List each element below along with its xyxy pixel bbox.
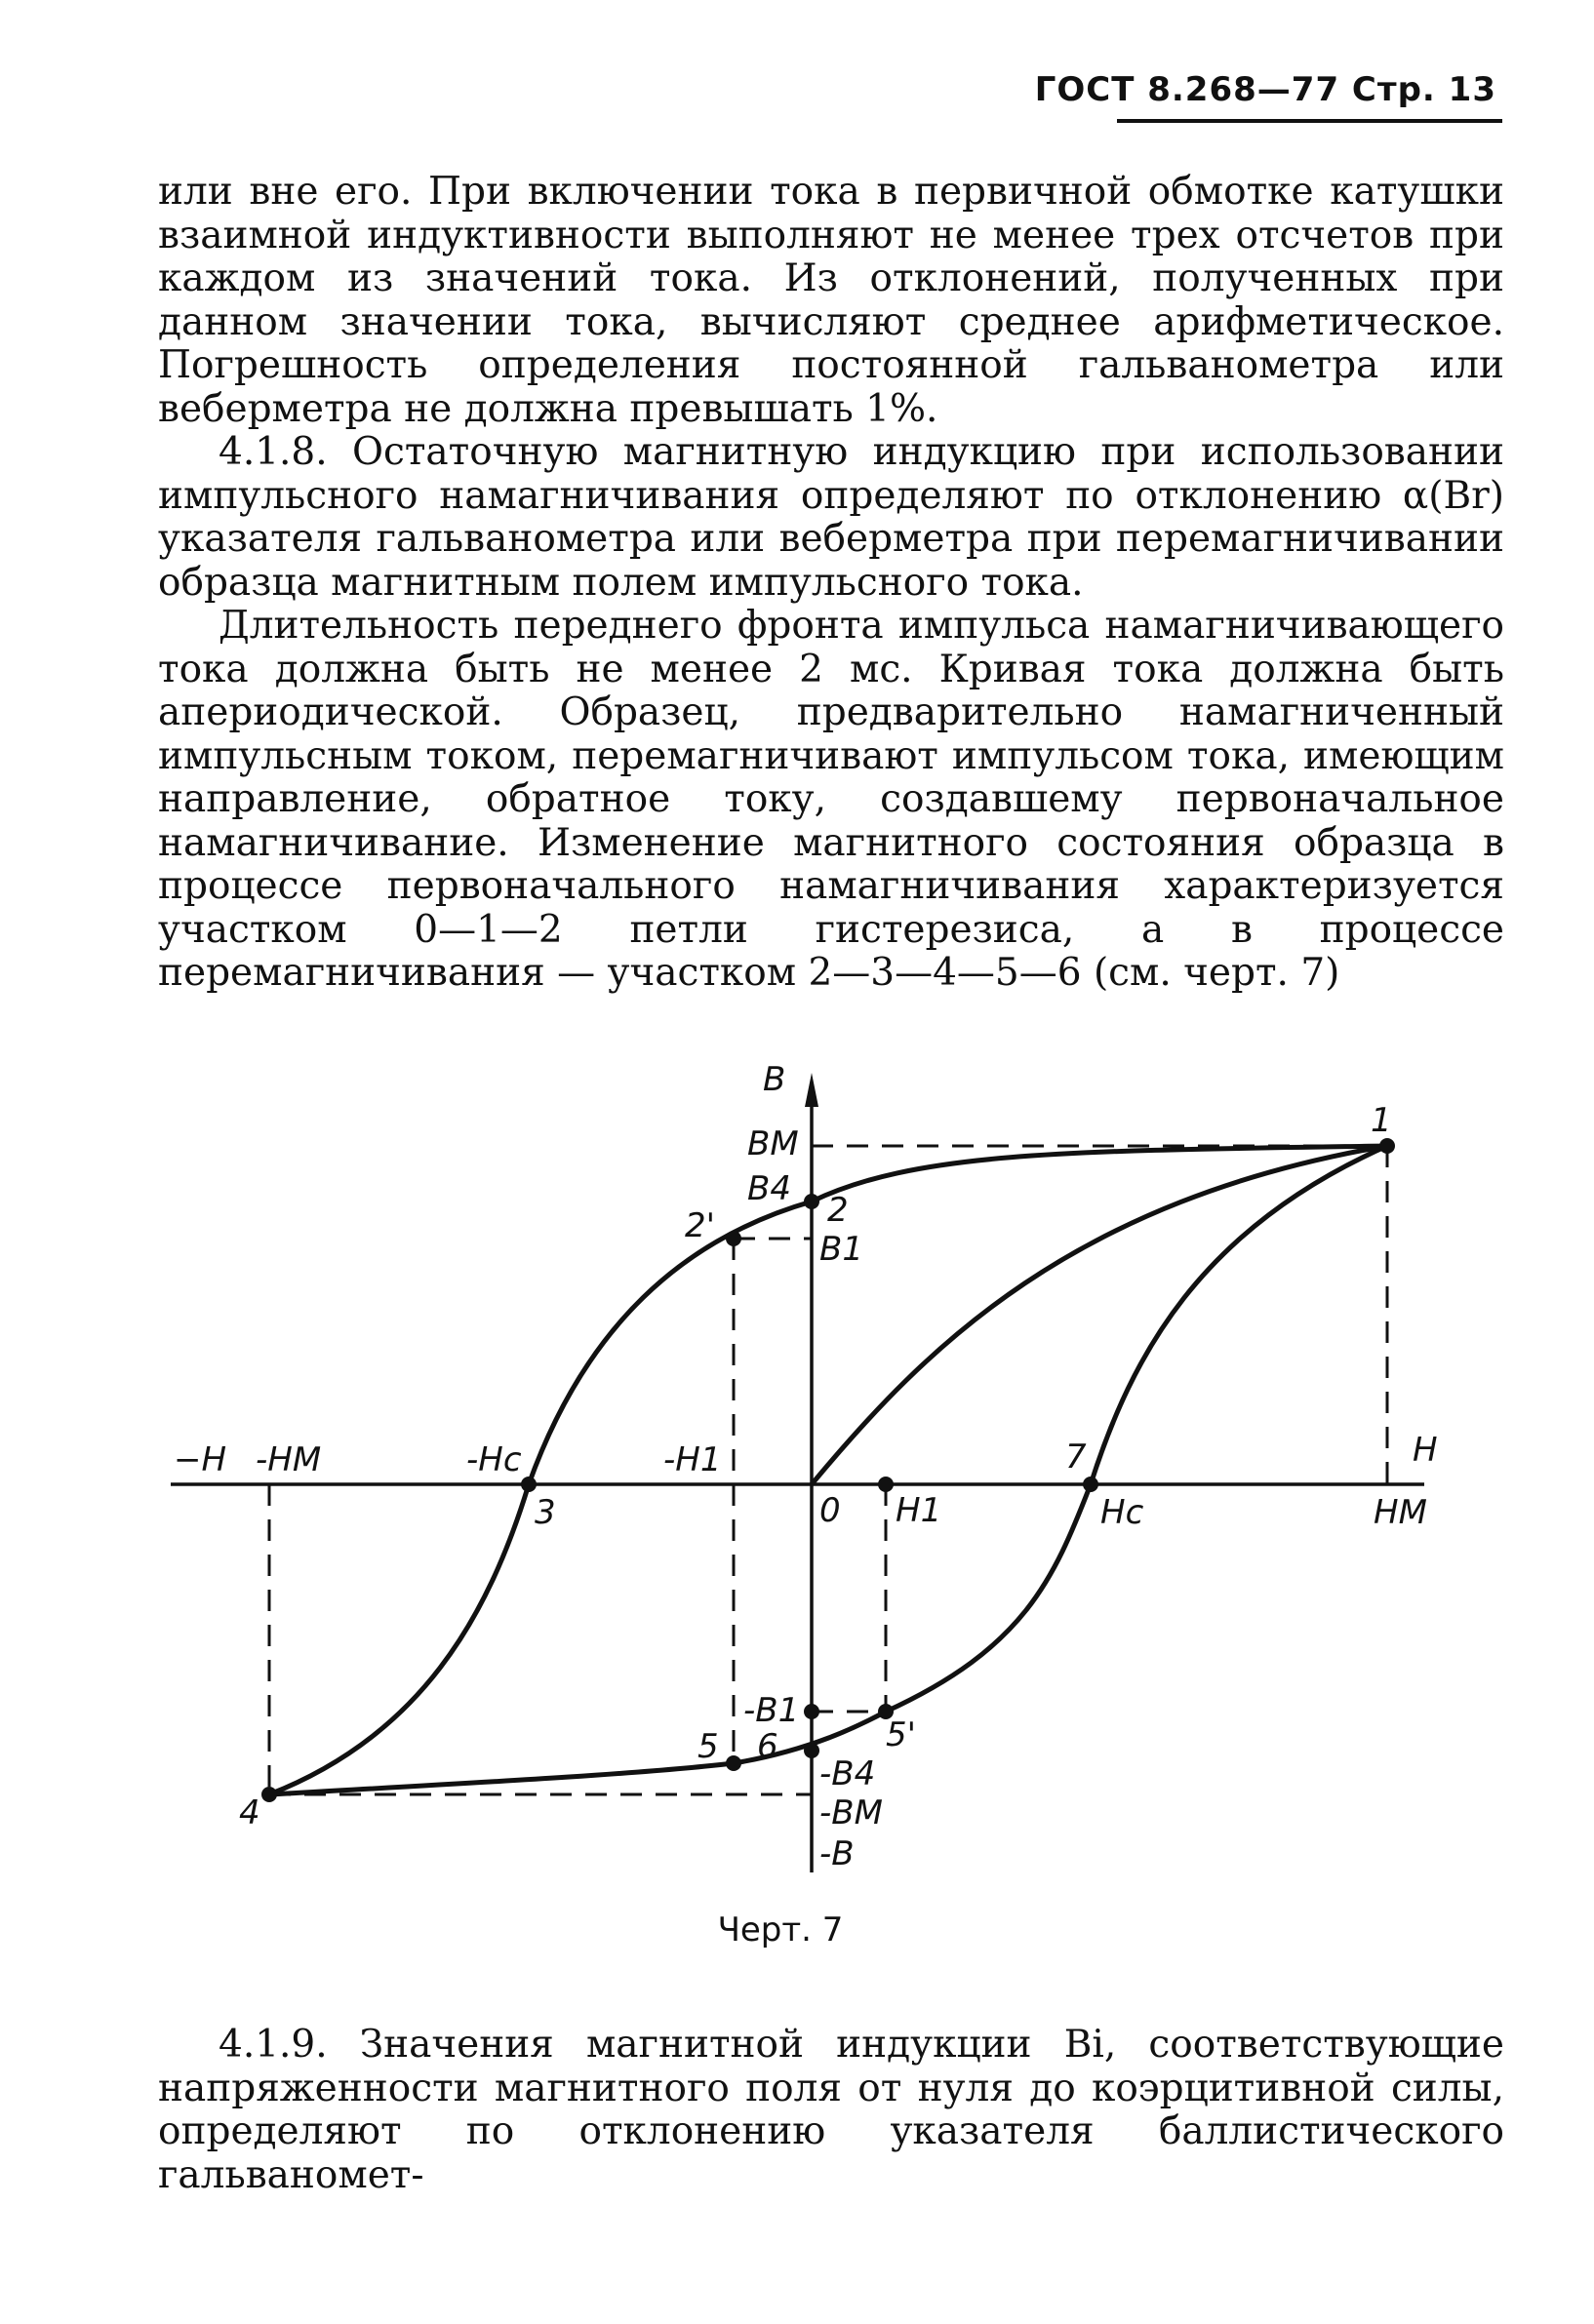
label-neg-hm: -HM: [256, 1440, 322, 1479]
label-b4: B4: [747, 1169, 791, 1208]
text-block-bottom: [158, 2024, 1504, 2197]
paragraph-4-1-9: 4.1.9. Значения магнитной индукции Bi, соответствующие напряженности магнитного поля от нуля до коэрцитивной силы, определяют по отклонению указателя баллистического гальваномет-: [158, 2023, 1504, 2197]
label-bm: BM: [747, 1124, 799, 1163]
label-h1: H1: [896, 1491, 942, 1530]
paragraph-4-1-8: 4.1.8. Остаточную магнитную индукцию при использовании импульсного намагничивания определяют по отклонению α(Br) указателя гальванометра или веберметра при перемагничивании образца магнитным полем импульсного тока.: [158, 430, 1504, 605]
point-7: [1083, 1477, 1098, 1492]
label-neg-b: -B: [819, 1834, 855, 1873]
point-6: [804, 1743, 819, 1758]
label-hm: HM: [1374, 1493, 1427, 1532]
label-neg-h: −H: [174, 1440, 227, 1479]
label-point-6: 6: [757, 1727, 778, 1766]
point-3: [521, 1477, 537, 1492]
label-point-2prime: 2': [685, 1206, 715, 1245]
label-b-axis: B: [763, 1060, 786, 1099]
point-h1: [878, 1477, 894, 1492]
label-point-5: 5: [697, 1727, 719, 1766]
page-header: ГОСТ 8.268—77 Стр. 13: [1034, 70, 1496, 109]
label-point-2: 2: [827, 1191, 849, 1230]
point-2: [804, 1194, 819, 1209]
label-neg-b1: -B1: [743, 1691, 800, 1730]
label-point-4: 4: [239, 1793, 260, 1832]
b-axis-arrow: [805, 1073, 818, 1107]
point-4: [261, 1787, 277, 1802]
label-neg-b4: -B4: [819, 1754, 876, 1793]
label-point-5prime: 5': [886, 1715, 916, 1754]
label-point-7: 7: [1065, 1438, 1087, 1477]
label-b1: B1: [819, 1230, 863, 1269]
figure-caption: Черт. 7: [717, 1910, 844, 1950]
paragraph-continuation: или вне его. При включении тока в первичной обмотке катушки взаимной индуктивности выполняют не менее трех отсчетов при каждом из значений тока. Из отклонений, полученных при данном значении тока, вычисляют среднее арифметическое. Погрешность определения постоянной гальванометра или веберметра не должна превышать 1%.: [158, 170, 1504, 431]
label-neg-bm: -BM: [819, 1793, 883, 1832]
label-h-axis: H: [1413, 1431, 1438, 1470]
paragraph-pulse-duration: Длительность переднего фронта импульса намагничивающего тока должна быть не менее 2 мс. Кривая тока должна быть апериодической. Образец, предварительно намагниченный импульсным током, перемагничивают импульсом тока, имеющим направление, обратное току, создавшему первоначальное намагничивание. Изменение магнитного состояния образца в процессе первоначального намагничивания характеризуется участком 0—1—2 петли гистерезиса, а в процессе перемагничивания — участком 2—3—4—5—6 (см. черт. 7): [158, 604, 1504, 995]
point-neg-b1: [804, 1704, 819, 1719]
label-point-3: 3: [535, 1493, 556, 1532]
label-neg-h1: -H1: [663, 1440, 722, 1479]
point-2prime: [726, 1231, 741, 1246]
label-hc: Hc: [1100, 1493, 1144, 1532]
point-1: [1379, 1138, 1395, 1154]
point-5: [726, 1755, 741, 1771]
label-point-1: 1: [1371, 1101, 1392, 1140]
label-neg-hc: -Hc: [466, 1440, 522, 1479]
initial-curve: [812, 1146, 1387, 1484]
label-zero: 0: [819, 1491, 841, 1530]
